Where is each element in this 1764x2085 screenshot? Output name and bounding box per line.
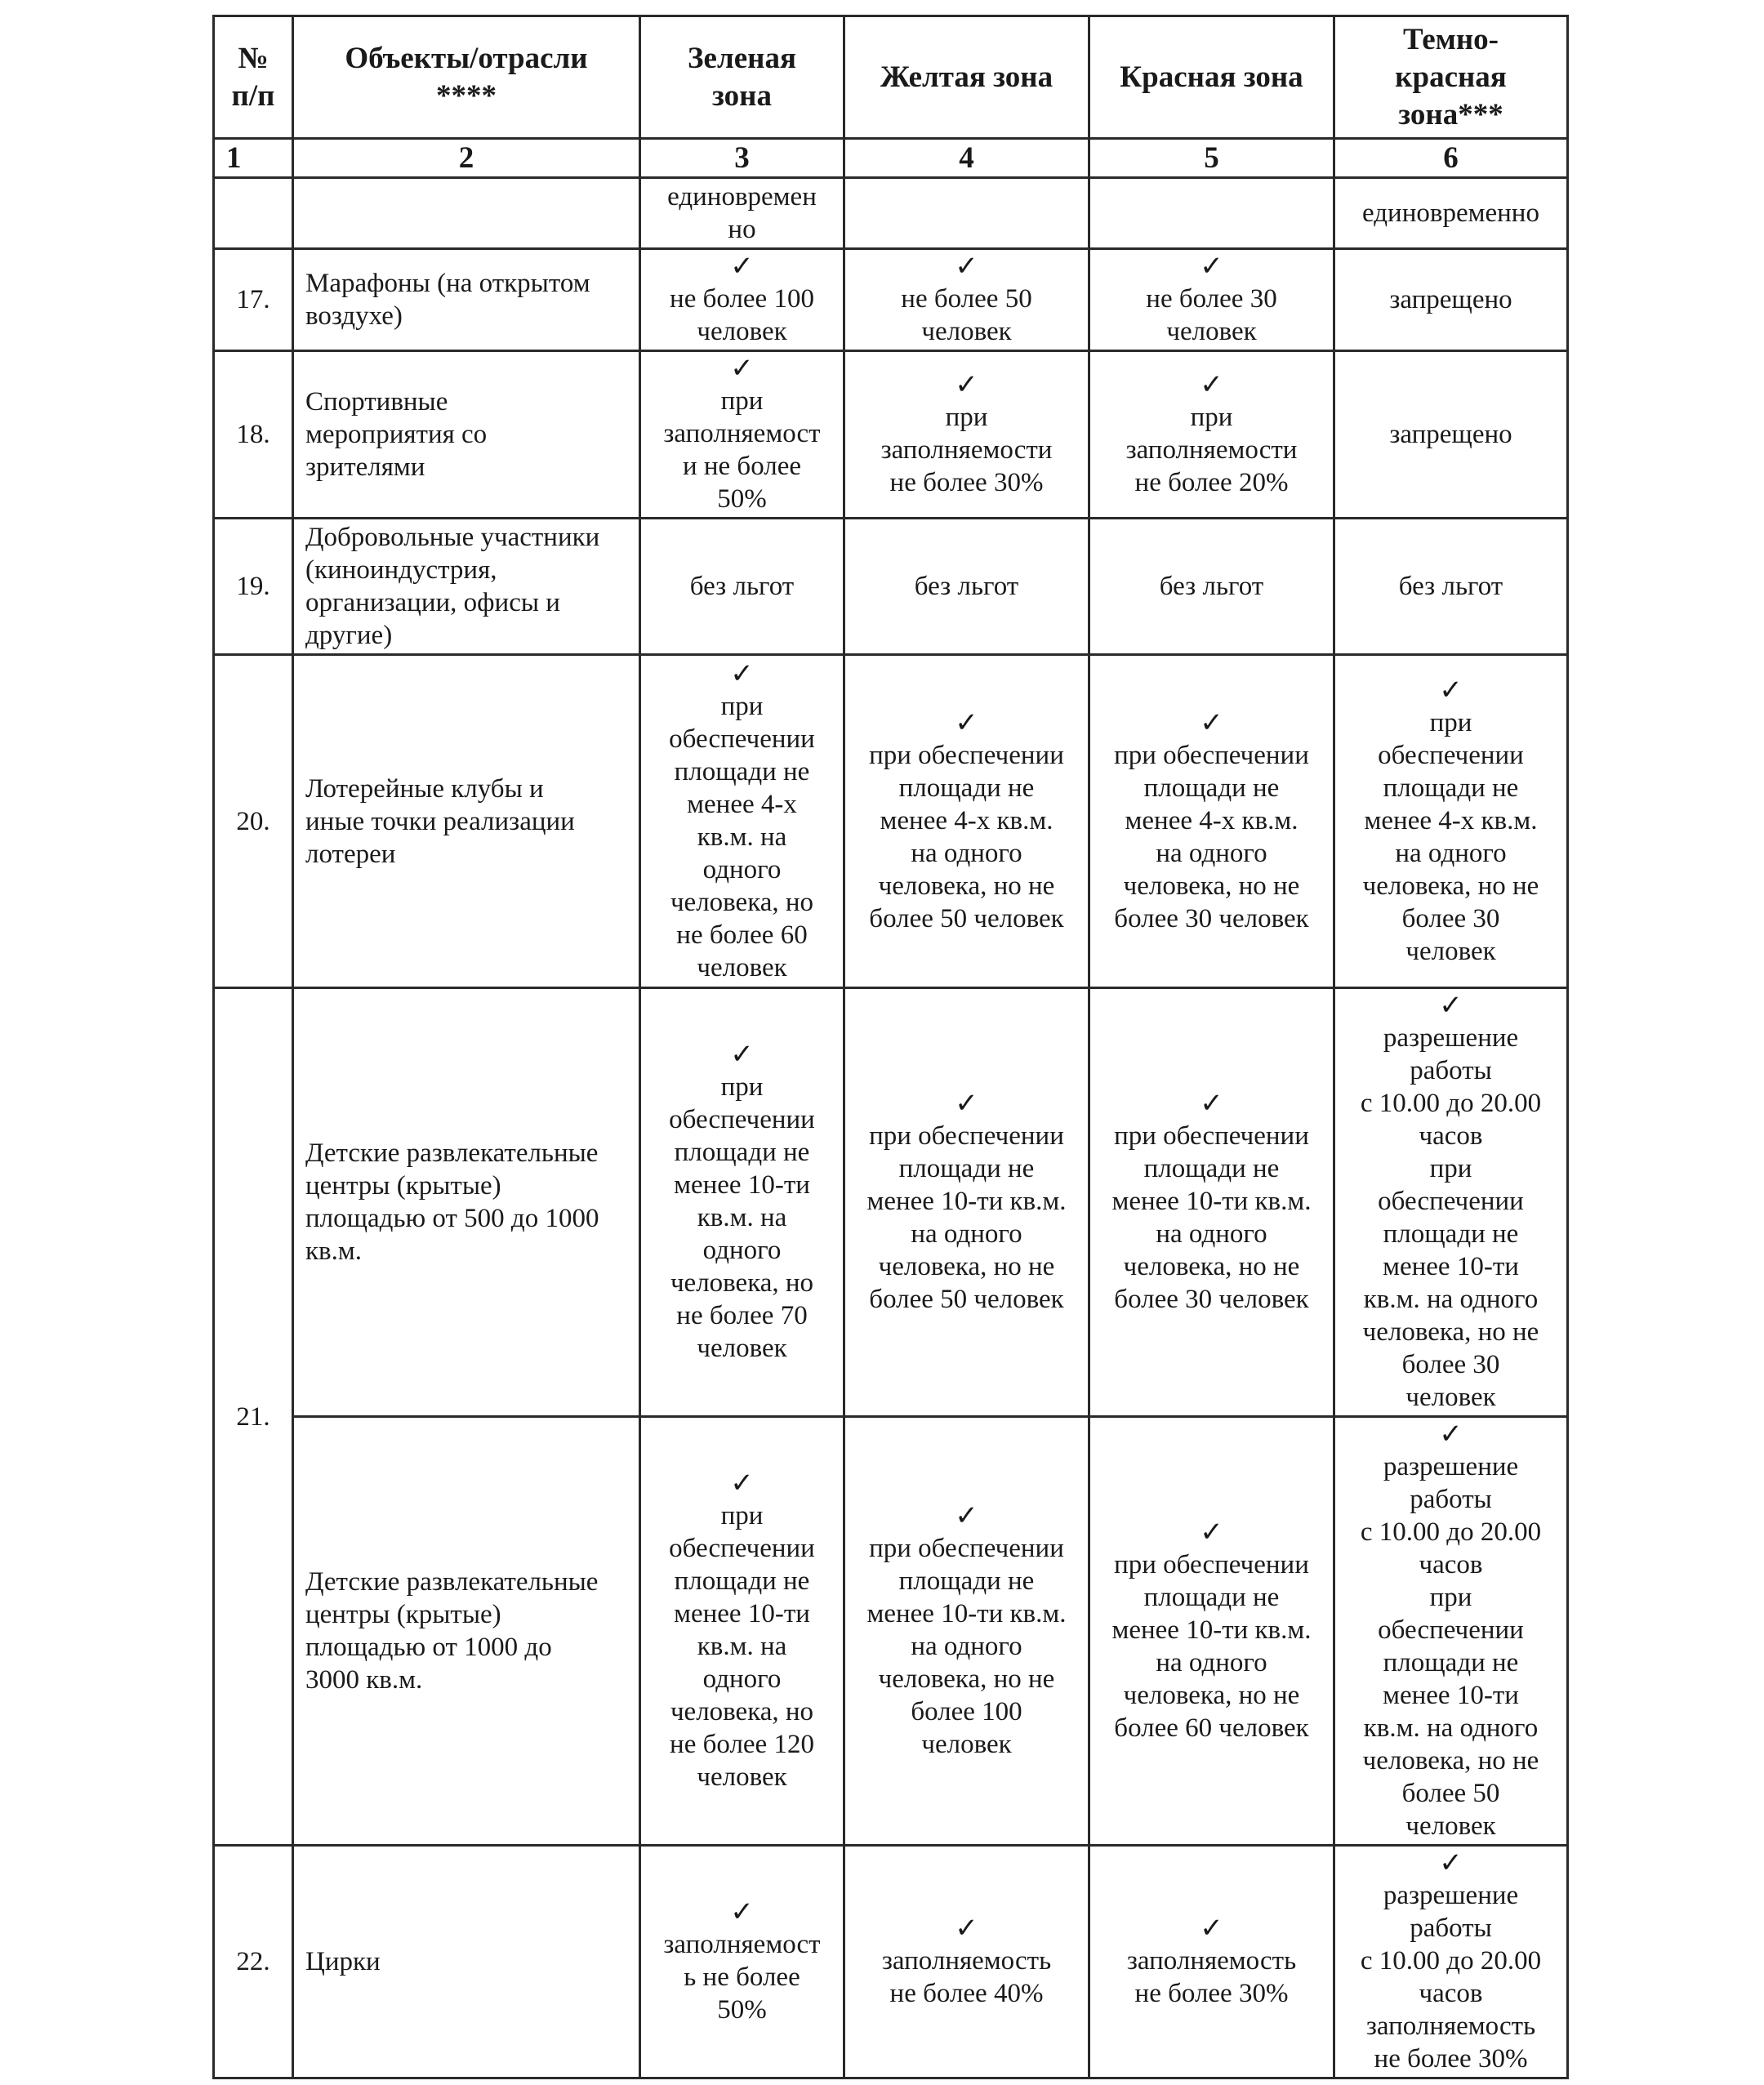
table-row [214,351,1568,519]
checkmark-icon: ✓ [1200,252,1223,282]
yellow-zone-cell: ✓ при заполняемости не более 30% [844,351,1089,519]
red-zone-cell: ✓ при обеспечении площади не менее 10-ти кв.м. на одного человека, но не более 30 человек [1089,988,1334,1417]
darkred-zone-cell: единовременно [1334,178,1568,249]
object-cell: Добровольные участники (киноиндустрия, организации, офисы и другие) [293,519,640,655]
checkmark-icon: ✓ [1200,707,1223,738]
red-zone-cell: ✓ заполняемость не более 30% [1089,1846,1334,2078]
row-number: 21. [214,988,293,1846]
darkred-zone-cell: ✓ разрешение работы с 10.00 до 20.00 часов заполняемость не более 30% [1334,1846,1568,2078]
table-row [214,655,1568,988]
column-number: 1 [214,139,293,178]
red-zone-cell: ✓ при обеспечении площади не менее 4-х кв.м. на одного человека, но не более 30 человек [1089,655,1334,988]
header-green-zone: Зеленая зона [640,16,844,139]
object-cell: Лотерейные клубы и иные точки реализации лотереи [293,655,640,988]
checkmark-icon: ✓ [1439,991,1463,1021]
row-number: 22. [214,1846,293,2078]
checkmark-icon: ✓ [1439,1419,1463,1450]
column-number: 2 [293,139,640,178]
checkmark-icon: ✓ [730,354,754,384]
header-num: № п/п [214,16,293,139]
red-zone-cell: без льгот [1089,519,1334,655]
table-row [214,249,1568,351]
column-number: 3 [640,139,844,178]
table-row [214,1846,1568,2078]
header-object: Объекты/отрасли **** [293,16,640,139]
darkred-zone-cell: ✓ при обеспечении площади не менее 4-х кв.м. на одного человека, но не более 30 человек [1334,655,1568,988]
header-row [214,16,1568,139]
checkmark-icon: ✓ [730,252,754,282]
green-zone-cell: ✓ при обеспечении площади не менее 10-ти кв.м. на одного человека, но не более 70 человек [640,988,844,1417]
object-cell: Спортивные мероприятия со зрителями [293,351,640,519]
darkred-zone-cell: без льгот [1334,519,1568,655]
darkred-zone-cell: ✓ разрешение работы с 10.00 до 20.00 часов при обеспечении площади не менее 10-ти кв.м. на одного человека, но не более 30 человек [1334,988,1568,1417]
checkmark-icon: ✓ [955,707,978,738]
yellow-zone-cell: ✓ при обеспечении площади не менее 10-ти кв.м. на одного человека, но не более 100 человек [844,1417,1089,1846]
red-zone-cell: ✓ не более 30 человек [1089,249,1334,351]
checkmark-icon: ✓ [1439,675,1463,706]
header-red-zone: Красная зона [1089,16,1334,139]
yellow-zone-cell: ✓ при обеспечении площади не менее 10-ти кв.м. на одного человека, но не более 50 человек [844,988,1089,1417]
yellow-zone-cell: без льгот [844,519,1089,655]
green-zone-cell: ✓ при заполняемост и не более 50% [640,351,844,519]
row-number: 20. [214,655,293,988]
checkmark-icon: ✓ [1439,1848,1463,1878]
object-cell: Детские развлекательные центры (крытые) площадью от 500 до 1000 кв.м. [293,988,640,1417]
checkmark-icon: ✓ [955,1913,978,1944]
green-zone-cell: ✓ не более 100 человек [640,249,844,351]
column-number: 6 [1334,139,1568,178]
header-yellow-zone: Желтая зона [844,16,1089,139]
green-zone-cell: ✓ при обеспечении площади не менее 4-х кв.м. на одного человека, но не более 60 человек [640,655,844,988]
yellow-zone-cell: ✓ не более 50 человек [844,249,1089,351]
checkmark-icon: ✓ [1200,1517,1223,1548]
checkmark-icon: ✓ [730,1897,754,1927]
green-zone-cell: единовремен но [640,178,844,249]
checkmark-icon: ✓ [955,1501,978,1531]
red-zone-cell: ✓ при заполняемости не более 20% [1089,351,1334,519]
green-zone-cell: ✓ заполняемост ь не более 50% [640,1846,844,2078]
row-number: 17. [214,249,293,351]
row-number: 19. [214,519,293,655]
checkmark-icon: ✓ [1200,1089,1223,1119]
empty-cell [1089,178,1334,249]
row-number: 18. [214,351,293,519]
checkmark-icon: ✓ [730,658,754,689]
empty-cell [844,178,1089,249]
checkmark-icon: ✓ [1200,370,1223,400]
table-row [214,519,1568,655]
empty-cell [293,178,640,249]
checkmark-icon: ✓ [1200,1913,1223,1944]
column-numbers-row [214,139,1568,178]
darkred-zone-cell: запрещено [1334,249,1568,351]
header-darkred-zone: Темно- красная зона*** [1334,16,1568,139]
checkmark-icon: ✓ [955,252,978,282]
darkred-zone-cell: ✓ разрешение работы с 10.00 до 20.00 часов при обеспечении площади не менее 10-ти кв.м. на одного человека, но не более 50 человек [1334,1417,1568,1846]
empty-cell [214,178,293,249]
continuation-row [214,178,1568,249]
column-number: 4 [844,139,1089,178]
yellow-zone-cell: ✓ заполняемость не более 40% [844,1846,1089,2078]
zones-restrictions-table [212,15,1569,2079]
green-zone-cell: без льгот [640,519,844,655]
object-cell: Марафоны (на открытом воздухе) [293,249,640,351]
yellow-zone-cell: ✓ при обеспечении площади не менее 4-х кв.м. на одного человека, но не более 50 человек [844,655,1089,988]
table-row [214,988,1568,1417]
darkred-zone-cell: запрещено [1334,351,1568,519]
object-cell: Детские развлекательные центры (крытые) площадью от 1000 до 3000 кв.м. [293,1417,640,1846]
checkmark-icon: ✓ [955,370,978,400]
checkmark-icon: ✓ [730,1468,754,1499]
table-row [214,1417,1568,1846]
green-zone-cell: ✓ при обеспечении площади не менее 10-ти кв.м. на одного человека, но не более 120 человек [640,1417,844,1846]
document-page [212,15,1566,2074]
red-zone-cell: ✓ при обеспечении площади не менее 10-ти кв.м. на одного человека, но не более 60 человек [1089,1417,1334,1846]
column-number: 5 [1089,139,1334,178]
checkmark-icon: ✓ [955,1089,978,1119]
checkmark-icon: ✓ [730,1040,754,1070]
object-cell: Цирки [293,1846,640,2078]
